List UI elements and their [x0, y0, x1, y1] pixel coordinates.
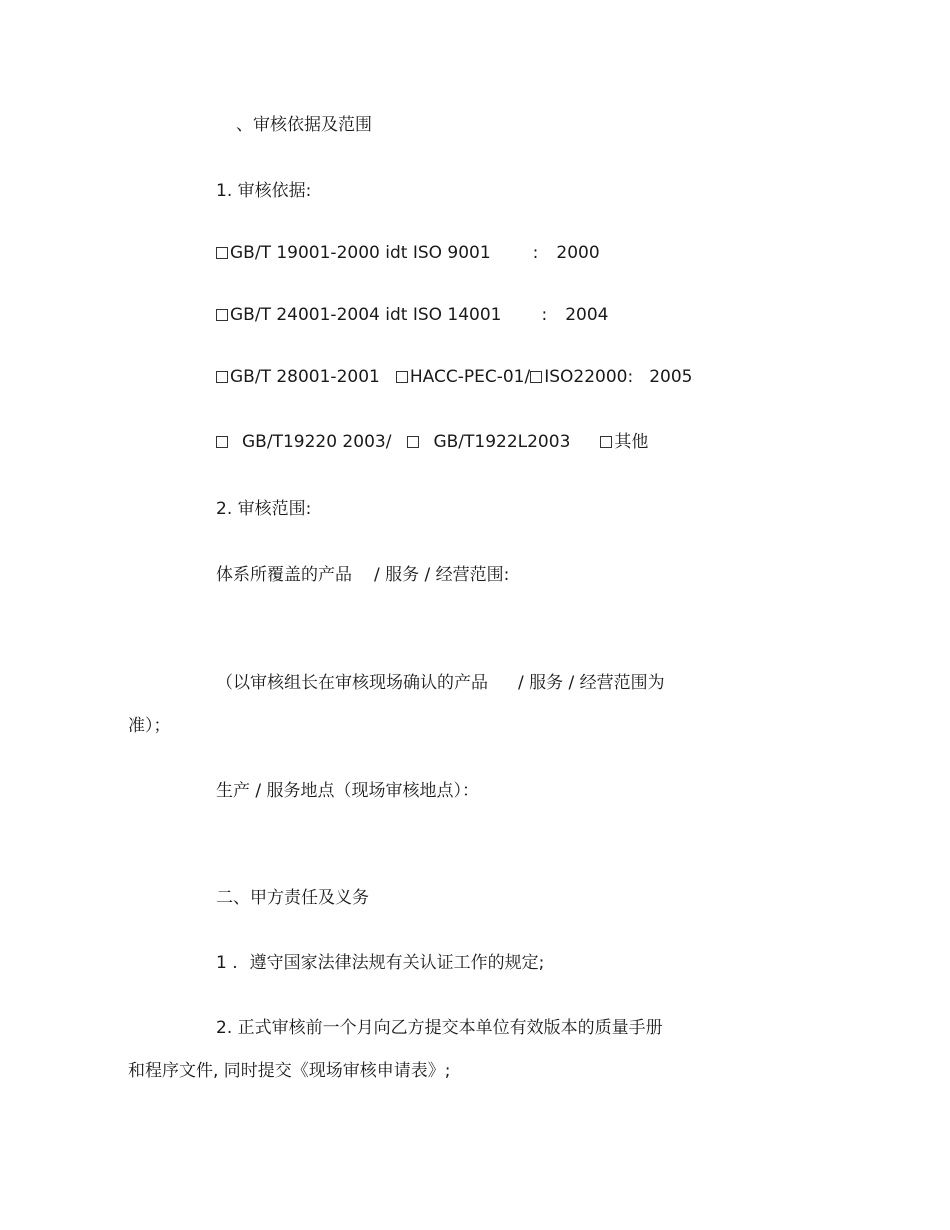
scope-note: [216, 672, 665, 694]
standard-separator: :: [532, 243, 539, 263]
standard-separator: :: [541, 305, 548, 325]
duty-item-2: 2. 正式审核前一个月向乙方提交本单位有效版本的质量手册: [216, 1018, 663, 1038]
standard-year: 2004: [565, 305, 609, 325]
audit-basis-label: 1. 审核依据:: [216, 181, 312, 201]
checkbox[interactable]: [600, 436, 612, 448]
standard-year: 2005: [649, 367, 693, 387]
standard-other: 其他: [614, 432, 649, 452]
standard-row-multi: [216, 366, 692, 388]
checkbox[interactable]: [216, 436, 228, 448]
duty-item-1: [216, 952, 544, 974]
scope-coverage-text: 体系所覆盖的产品: [216, 565, 352, 585]
duty-item-2-continued: 和程序文件, 同时提交《现场审核申请表》;: [128, 1061, 451, 1081]
standard-row-iso14001: [216, 304, 609, 326]
scope-note-end: 准）；: [128, 716, 171, 736]
checkbox[interactable]: [530, 371, 542, 383]
standard-row-gbt19220: [216, 431, 648, 453]
duty-text: 遵守国家法律法规有关认证工作的规定;: [249, 953, 545, 973]
standard-code: GB/T 19001-2000 idt ISO 9001: [230, 243, 491, 263]
standard-code: HACC-PEC-01/: [409, 367, 531, 387]
checkbox[interactable]: [216, 247, 228, 259]
scope-note-text: （以审核组长在审核现场确认的产品: [216, 673, 488, 693]
standard-code: GB/T 28001-2001: [230, 367, 380, 387]
section-heading-audit-basis: 、审核依据及范围: [236, 115, 372, 135]
scope-coverage: [216, 564, 509, 586]
checkbox[interactable]: [216, 309, 228, 321]
scope-site: 生产 / 服务地点（现场审核地点）：: [216, 781, 480, 801]
standard-code: GB/T 24001-2004 idt ISO 14001: [230, 305, 502, 325]
scope-coverage-text: / 服务 / 经营范围:: [374, 565, 510, 585]
standard-code: GB/T19220 2003/: [242, 432, 392, 452]
checkbox[interactable]: [396, 371, 408, 383]
standard-code: GB/T1922L2003: [433, 432, 571, 452]
section-heading-party-a-duties: 二、甲方责任及义务: [216, 888, 369, 908]
standard-row-iso9001: [216, 242, 600, 264]
standard-year: 2000: [556, 243, 600, 263]
audit-scope-label: 2. 审核范围:: [216, 499, 312, 519]
checkbox[interactable]: [407, 436, 419, 448]
checkbox[interactable]: [216, 371, 228, 383]
duty-number: 1 .: [216, 953, 238, 973]
scope-note-text: / 服务 / 经营范围为: [518, 673, 665, 693]
standard-code: ISO22000:: [544, 367, 634, 387]
